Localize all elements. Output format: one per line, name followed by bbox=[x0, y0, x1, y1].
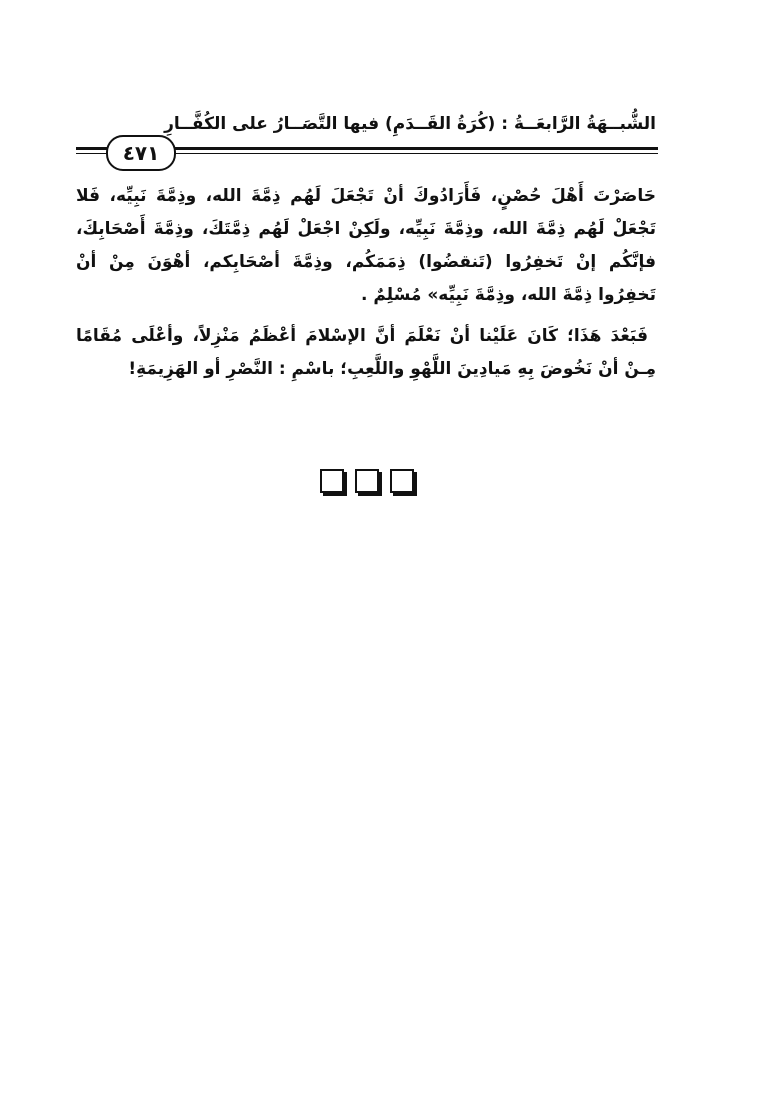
end-square-icon bbox=[320, 469, 344, 493]
body-text bbox=[76, 180, 656, 394]
page-header bbox=[76, 108, 658, 178]
paragraph-2: فَبَعْدَ هَذَا؛ كَانَ عَلَيْنا أنْ نَعْلَمَ أنَّ الإسْلامَ أعْظَمُ مَنْزِلاً، وأعْلَى مُقَامًا مِـنْ أنْ نَخُوضَ بِهِ مَيادِينَ اللَّهْوِ واللَّعِبِ؛ باسْمِ : النَّصْرِ أو الهَزِيمَةِ! bbox=[76, 326, 656, 379]
running-header-title: الشُّبــهَةُ الرَّابعَــةُ : (كُرَةُ القَــدَمِ) فيها التَّصَــارُ على الكُفَّــارِ bbox=[164, 114, 656, 134]
section-end-marks bbox=[320, 466, 414, 496]
end-square-icon bbox=[390, 469, 414, 493]
end-square-icon bbox=[355, 469, 379, 493]
paragraph-1: حَاصَرْتَ أَهْلَ حُصْنٍ، فَأَرَادُوكَ أنْ تَجْعَلَ لَهُم ذِمَّةَ الله، وذِمَّةَ نَبِيِّه، فَلا تَجْعَلْ لَهُم ذِمَّةَ الله، وذِمَّةَ نَبِيِّه، ولَكِنْ اجْعَلْ لَهُم ذِمَّتَكَ، وذِمَّةَ أَصْحَابِكَ، فإنَّكُم إنْ تَخفِرُوا (تَنقضُوا) ذِمَمَكُم، وذِمَّةَ أصْحَابِكم، أهْوَنَ مِنْ أنْ تَخفِرُوا ذِمَّةَ الله، وذِمَّةَ نَبِيِّه» مُسْلِمٌ . bbox=[76, 186, 656, 305]
page-number-badge: ٤٧١ bbox=[106, 135, 176, 171]
